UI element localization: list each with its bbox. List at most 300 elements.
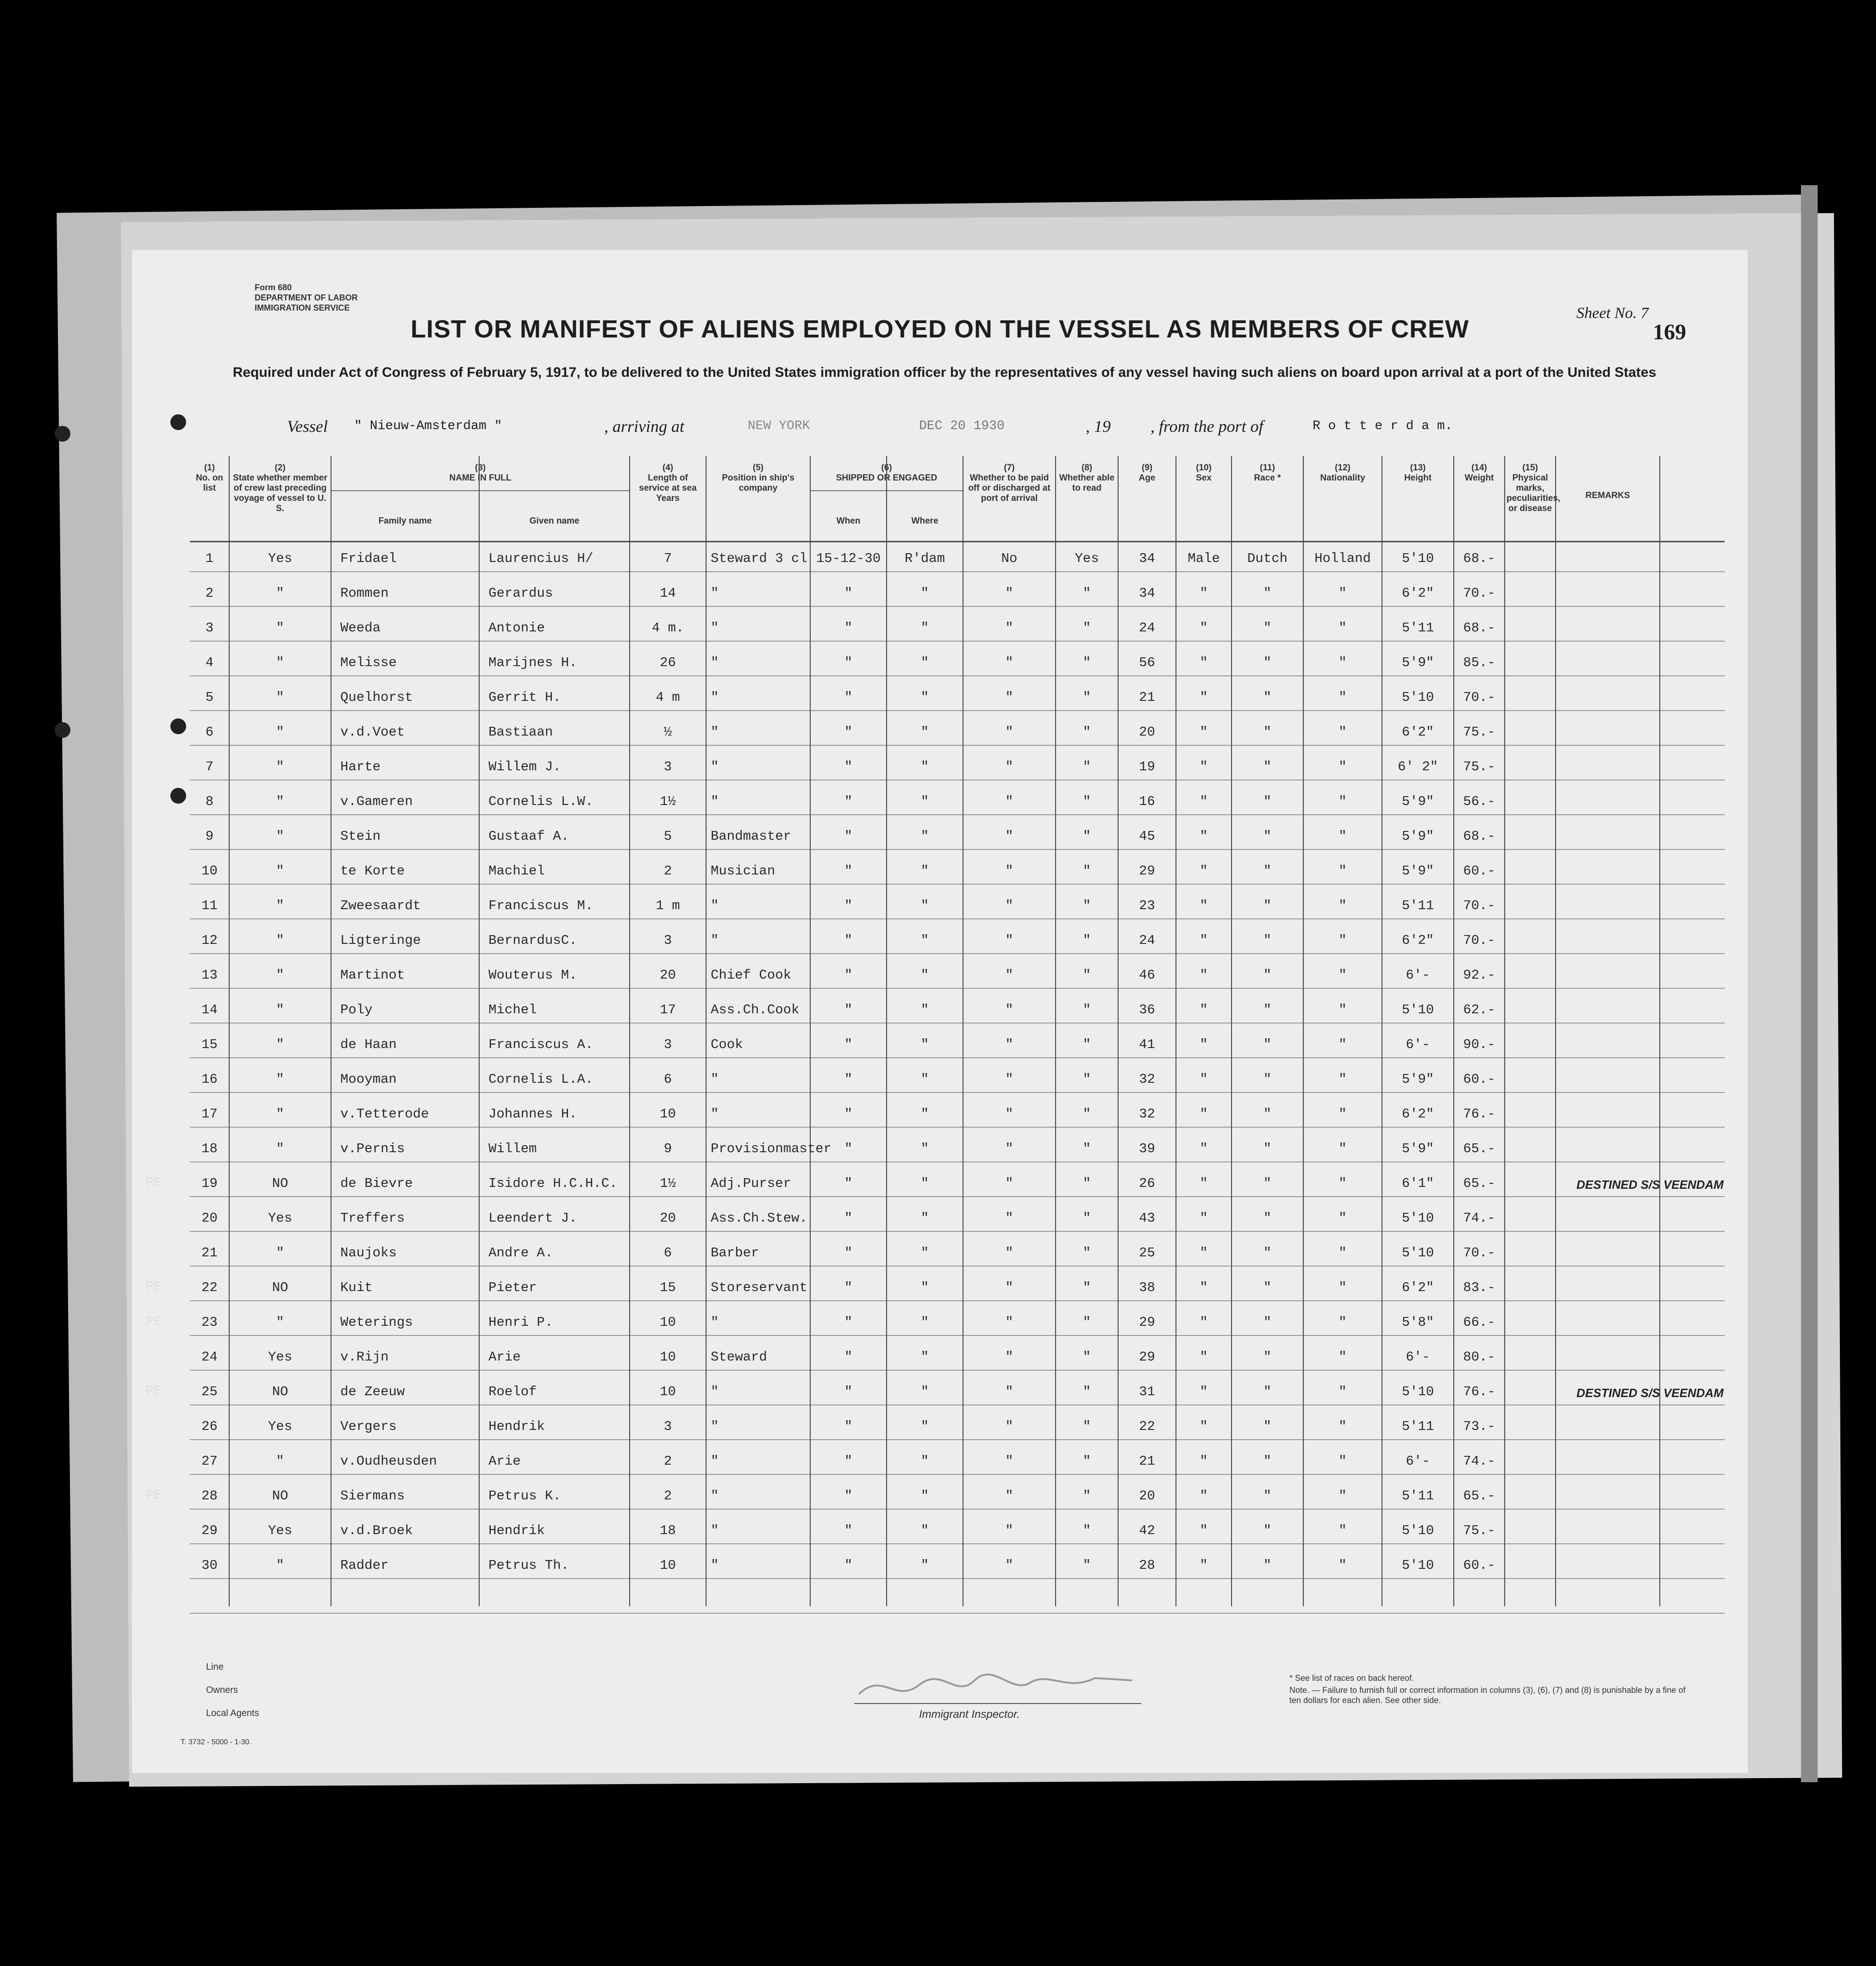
cell-race: ": [1263, 1419, 1272, 1434]
column-header: [333, 463, 628, 483]
cell-paid: ": [1005, 1454, 1013, 1469]
column-label: Whether to be paid off or discharged at port of arrival: [968, 473, 1051, 503]
cell-when: ": [844, 967, 853, 983]
cell-nat: ": [1338, 1280, 1347, 1295]
cell-age: 32: [1139, 1072, 1155, 1087]
cell-position: ": [711, 1419, 719, 1434]
column-label: REMARKS: [1585, 491, 1630, 500]
cell-prev: ": [276, 1106, 284, 1122]
cell-height: 5'11: [1401, 898, 1434, 913]
cell-where: ": [920, 1037, 929, 1052]
cell-prev: NO: [272, 1176, 288, 1191]
cell-where: ": [920, 1419, 929, 1434]
cell-race: ": [1263, 1211, 1272, 1226]
cell-given: Laurencius H/: [488, 551, 594, 566]
column-header: [481, 516, 628, 526]
cell-paid: ": [1005, 1245, 1013, 1261]
cell-no: 15: [201, 1037, 218, 1052]
cell-weight: 75.-: [1463, 1523, 1495, 1538]
cell-position: ": [711, 586, 719, 601]
cell-family: te Korte: [340, 863, 405, 879]
column-number: (4): [662, 463, 674, 473]
column-header: [1178, 463, 1230, 483]
page-number: 169: [1653, 320, 1686, 344]
cell-no: 1: [205, 551, 214, 566]
cell-when: ": [844, 1141, 853, 1156]
cell-position: ": [711, 690, 719, 705]
column-header: [192, 463, 227, 493]
cell-when: ": [844, 1349, 853, 1365]
cell-no: 30: [201, 1558, 218, 1573]
cell-when: ": [844, 933, 853, 948]
cell-when: ": [844, 1419, 853, 1434]
form-number: Form 680: [255, 283, 292, 292]
cell-paid: ": [1005, 586, 1013, 601]
cell-read: ": [1082, 1454, 1091, 1469]
cell-paid: ": [1005, 933, 1013, 948]
cell-where: ": [920, 1106, 929, 1122]
cell-prev: ": [276, 655, 284, 670]
cell-read: ": [1082, 1211, 1091, 1226]
cell-weight: 65.-: [1463, 1141, 1495, 1156]
cell-sex: ": [1200, 759, 1208, 774]
cell-race: ": [1263, 1106, 1272, 1122]
column-label: Whether able to read: [1059, 473, 1115, 493]
cell-position: Cook: [711, 1037, 743, 1052]
cell-family: Poly: [340, 1002, 373, 1017]
cell-sex: ": [1200, 690, 1208, 705]
cell-paid: ": [1005, 1349, 1013, 1365]
column-header: [1557, 491, 1658, 501]
cell-where: ": [920, 1280, 929, 1295]
cell-race: Dutch: [1247, 551, 1288, 566]
cell-position: ": [711, 1523, 719, 1538]
cell-nat: ": [1338, 1384, 1347, 1399]
cell-where: ": [920, 1454, 929, 1469]
cell-sex: ": [1200, 898, 1208, 913]
cell-race: ": [1263, 1141, 1272, 1156]
cell-read: ": [1082, 1488, 1091, 1504]
column-label: Race *: [1254, 473, 1281, 483]
cell-weight: 65.-: [1463, 1176, 1495, 1191]
cell-prev: NO: [272, 1280, 288, 1295]
cell-family: de Zeeuw: [340, 1384, 405, 1399]
cell-height: 5'10: [1401, 690, 1434, 705]
cell-height: 5'9": [1401, 863, 1434, 879]
column-header: [812, 463, 961, 483]
cell-paid: No: [1001, 551, 1018, 566]
cell-position: Ass.Ch.Cook: [711, 1002, 800, 1017]
cell-read: ": [1082, 1349, 1091, 1365]
cell-service: 3: [663, 933, 672, 948]
cell-weight: 80.-: [1463, 1349, 1495, 1365]
sheet-number: Sheet No. 7: [1576, 305, 1649, 322]
cell-position: ": [711, 1106, 719, 1122]
cell-sex: ": [1200, 1280, 1208, 1295]
cell-service: 2: [663, 863, 672, 879]
cell-when: ": [844, 794, 853, 809]
cell-when: ": [844, 1315, 853, 1330]
cell-weight: 85.-: [1463, 655, 1495, 670]
column-header: [1120, 463, 1174, 483]
column-label: NAME IN FULL: [449, 473, 512, 483]
punch-hole: [170, 788, 186, 804]
column-header: [1456, 463, 1503, 483]
arriving-label: , arriving at: [604, 417, 685, 436]
cell-when: ": [844, 1454, 853, 1469]
cell-no: 17: [201, 1106, 218, 1122]
cell-paid: ": [1005, 759, 1013, 774]
cell-position: Provisionmaster: [711, 1141, 832, 1156]
cell-family: v.Tetterode: [340, 1106, 429, 1122]
column-number: (9): [1141, 463, 1153, 473]
cell-no: 11: [201, 898, 218, 913]
cell-age: 16: [1139, 794, 1155, 809]
cell-where: ": [920, 898, 929, 913]
cell-no: 8: [205, 794, 214, 809]
cell-height: 5'10: [1401, 1558, 1434, 1573]
cell-paid: ": [1005, 724, 1013, 740]
cell-where: ": [920, 1176, 929, 1191]
cell-read: ": [1082, 1002, 1091, 1017]
cell-race: ": [1263, 829, 1272, 844]
row-mark: PE: [146, 1384, 162, 1398]
cell-height: 6'2": [1401, 933, 1434, 948]
cell-age: 29: [1139, 1349, 1155, 1365]
row-mark: PE: [146, 1176, 162, 1190]
cell-prev: ": [276, 1454, 284, 1469]
cell-sex: ": [1200, 1176, 1208, 1191]
cell-family: v.d.Broek: [340, 1523, 413, 1538]
cell-prev: ": [276, 863, 284, 879]
cell-weight: 66.-: [1463, 1315, 1495, 1330]
cell-paid: ": [1005, 829, 1013, 844]
cell-no: 2: [205, 586, 214, 601]
cell-weight: 70.-: [1463, 1245, 1495, 1261]
cell-where: ": [920, 1002, 929, 1017]
arriving-port: NEW YORK: [748, 419, 810, 433]
cell-height: 6'2": [1401, 1280, 1434, 1295]
cell-read: ": [1082, 1141, 1091, 1156]
cell-when: ": [844, 1176, 853, 1191]
cell-where: ": [920, 1523, 929, 1538]
cell-height: 5'11: [1401, 1419, 1434, 1434]
cell-service: 6: [663, 1245, 672, 1261]
date-stamp: DEC 20 1930: [919, 419, 1005, 433]
column-label: Sex: [1196, 473, 1212, 483]
column-label: Nationality: [1320, 473, 1365, 483]
cell-given: Cornelis L.W.: [488, 794, 594, 809]
cell-nat: ": [1338, 724, 1347, 740]
cell-when: ": [844, 759, 853, 774]
cell-given: Gustaaf A.: [488, 829, 569, 844]
cell-sex: ": [1200, 933, 1208, 948]
cell-paid: ": [1005, 1280, 1013, 1295]
cell-position: ": [711, 898, 719, 913]
cell-given: Franciscus M.: [488, 898, 594, 913]
column-number: (15): [1522, 463, 1538, 473]
cell-family: Treffers: [340, 1211, 405, 1226]
cell-age: 28: [1139, 1558, 1155, 1573]
column-number: (2): [275, 463, 286, 473]
cell-age: 34: [1139, 551, 1155, 566]
cell-position: ": [711, 620, 719, 636]
cell-nat: ": [1338, 1002, 1347, 1017]
cell-read: ": [1082, 967, 1091, 983]
cell-weight: 92.-: [1463, 967, 1495, 983]
cell-paid: ": [1005, 794, 1013, 809]
cell-when: ": [844, 655, 853, 670]
cell-weight: 68.-: [1463, 620, 1495, 636]
cell-family: Vergers: [340, 1419, 397, 1434]
cell-read: ": [1082, 759, 1091, 774]
cell-where: ": [920, 759, 929, 774]
row-mark: PE: [146, 1280, 162, 1294]
cell-read: Yes: [1075, 551, 1099, 566]
cell-read: ": [1082, 1106, 1091, 1122]
cell-service: 1 m: [656, 898, 680, 913]
cell-where: ": [920, 829, 929, 844]
cell-race: ": [1263, 1037, 1272, 1052]
cell-read: ": [1082, 863, 1091, 879]
cell-age: 20: [1139, 724, 1155, 740]
cell-race: ": [1263, 1315, 1272, 1330]
cell-height: 6'-: [1406, 967, 1430, 983]
cell-race: ": [1263, 1488, 1272, 1504]
cell-prev: Yes: [268, 1211, 293, 1226]
inspector-label: Immigrant Inspector.: [919, 1708, 1020, 1721]
cell-family: de Bievre: [340, 1176, 413, 1191]
cell-where: R'dam: [904, 551, 945, 566]
cell-position: Storeservant: [711, 1280, 807, 1295]
cell-height: 6'-: [1406, 1349, 1430, 1365]
cell-nat: ": [1338, 933, 1347, 948]
cell-sex: ": [1200, 1072, 1208, 1087]
cell-service: 18: [660, 1523, 676, 1538]
sheet-edge: [1801, 185, 1818, 1782]
cell-family: Fridael: [340, 551, 397, 566]
cell-when: ": [844, 1037, 853, 1052]
cell-nat: ": [1338, 1037, 1347, 1052]
cell-read: ": [1082, 1176, 1091, 1191]
cell-height: 5'10: [1401, 1523, 1434, 1538]
cell-position: ": [711, 1072, 719, 1087]
cell-no: 18: [201, 1141, 218, 1156]
cell-weight: 60.-: [1463, 863, 1495, 879]
cell-position: ": [711, 1558, 719, 1573]
penalty-note: Note. — Failure to furnish full or correct information in columns (3), (6), (7) and (8) is punishable by a fine of ten dollars for each alien. See other side.: [1289, 1685, 1686, 1705]
cell-paid: ": [1005, 863, 1013, 879]
cell-no: 12: [201, 933, 218, 948]
column-label: Given name: [529, 516, 580, 526]
cell-read: ": [1082, 1384, 1091, 1399]
cell-height: 6' 2": [1397, 759, 1438, 774]
cell-sex: ": [1200, 1037, 1208, 1052]
cell-nat: ": [1338, 1141, 1347, 1156]
cell-height: 5'9": [1401, 655, 1434, 670]
cell-where: ": [920, 690, 929, 705]
column-header: [888, 516, 961, 526]
row-remark: DESTINED S/S VEENDAM: [1576, 1178, 1724, 1192]
cell-age: 45: [1139, 829, 1155, 844]
cell-prev: ": [276, 586, 284, 601]
cell-read: ": [1082, 1072, 1091, 1087]
cell-paid: ": [1005, 1419, 1013, 1434]
cell-read: ": [1082, 794, 1091, 809]
cell-position: Bandmaster: [711, 829, 792, 844]
column-number: (11): [1260, 463, 1275, 473]
cell-position: Adj.Purser: [711, 1176, 792, 1191]
cell-given: Antonie: [488, 620, 545, 636]
cell-prev: ": [276, 1141, 284, 1156]
cell-nat: ": [1338, 1315, 1347, 1330]
cell-family: Naujoks: [340, 1245, 397, 1261]
cell-age: 29: [1139, 863, 1155, 879]
cell-when: ": [844, 620, 853, 636]
cell-prev: ": [276, 1037, 284, 1052]
vessel-name: " Nieuw-Amsterdam ": [354, 419, 502, 433]
cell-given: Bastiaan: [488, 724, 553, 740]
cell-age: 26: [1139, 1176, 1155, 1191]
footer-owners-label: Owners: [206, 1685, 238, 1695]
cell-sex: ": [1200, 1488, 1208, 1504]
cell-sex: ": [1200, 1454, 1208, 1469]
cell-service: 10: [660, 1384, 676, 1399]
cell-weight: 70.-: [1463, 933, 1495, 948]
cell-service: 1½: [660, 1176, 676, 1191]
cell-when: ": [844, 1106, 853, 1122]
cell-paid: ": [1005, 655, 1013, 670]
cell-given: Cornelis L.A.: [488, 1072, 594, 1087]
column-label: Physical marks, peculiarities, or disease: [1507, 473, 1561, 513]
cell-given: Hendrik: [488, 1523, 545, 1538]
cell-service: 4 m: [656, 690, 680, 705]
cell-position: ": [711, 794, 719, 809]
punch-hole: [170, 718, 186, 734]
cell-service: 9: [663, 1141, 672, 1156]
cell-age: 46: [1139, 967, 1155, 983]
cell-when: ": [844, 724, 853, 740]
cell-sex: ": [1200, 1002, 1208, 1017]
cell-weight: 74.-: [1463, 1454, 1495, 1469]
cell-paid: ": [1005, 1315, 1013, 1330]
cell-where: ": [920, 724, 929, 740]
cell-service: 15: [660, 1280, 676, 1295]
cell-age: 41: [1139, 1037, 1155, 1052]
cell-height: 5'11: [1401, 1488, 1434, 1504]
cell-no: 3: [205, 620, 214, 636]
cell-race: ": [1263, 1384, 1272, 1399]
cell-weight: 70.-: [1463, 586, 1495, 601]
cell-family: v.Oudheusden: [340, 1454, 437, 1469]
cell-weight: 74.-: [1463, 1211, 1495, 1226]
cell-given: Petrus Th.: [488, 1558, 569, 1573]
cell-no: 25: [201, 1384, 218, 1399]
cell-no: 28: [201, 1488, 218, 1504]
cell-prev: ": [276, 1245, 284, 1261]
cell-age: 20: [1139, 1488, 1155, 1504]
cell-race: ": [1263, 690, 1272, 705]
cell-family: Martinot: [340, 967, 405, 983]
cell-paid: ": [1005, 1384, 1013, 1399]
cell-service: 2: [663, 1488, 672, 1504]
from-label: , from the port of: [1151, 417, 1263, 436]
cell-position: Musician: [711, 863, 775, 879]
cell-given: Roelof: [488, 1384, 537, 1399]
cell-sex: ": [1200, 1349, 1208, 1365]
races-note: * See list of races on back hereof.: [1289, 1673, 1414, 1683]
cell-weight: 68.-: [1463, 551, 1495, 566]
cell-weight: 70.-: [1463, 690, 1495, 705]
cell-age: 38: [1139, 1280, 1155, 1295]
cell-where: ": [920, 1488, 929, 1504]
cell-prev: Yes: [268, 1349, 293, 1365]
cell-no: 20: [201, 1211, 218, 1226]
cell-given: BernardusC.: [488, 933, 577, 948]
cell-age: 36: [1139, 1002, 1155, 1017]
cell-where: ": [920, 620, 929, 636]
cell-sex: ": [1200, 1558, 1208, 1573]
cell-sex: ": [1200, 794, 1208, 809]
cell-prev: ": [276, 759, 284, 774]
cell-where: ": [920, 1315, 929, 1330]
cell-race: ": [1263, 863, 1272, 879]
cell-no: 19: [201, 1176, 218, 1191]
cell-sex: ": [1200, 724, 1208, 740]
cell-position: ": [711, 1384, 719, 1399]
column-header: [231, 463, 329, 514]
cell-when: ": [844, 863, 853, 879]
column-number: (8): [1081, 463, 1093, 473]
cell-race: ": [1263, 1176, 1272, 1191]
cell-service: 3: [663, 759, 672, 774]
cell-nat: ": [1338, 655, 1347, 670]
cell-nat: ": [1338, 1454, 1347, 1469]
cell-where: ": [920, 1558, 929, 1573]
cell-when: ": [844, 1072, 853, 1087]
row-mark: PE: [146, 1315, 162, 1329]
cell-no: 5: [205, 690, 214, 705]
cell-age: 56: [1139, 655, 1155, 670]
cell-race: ": [1263, 1523, 1272, 1538]
cell-given: Arie: [488, 1349, 521, 1365]
cell-no: 23: [201, 1315, 218, 1330]
cell-position: ": [711, 1488, 719, 1504]
cell-no: 4: [205, 655, 214, 670]
cell-family: Mooyman: [340, 1072, 397, 1087]
cell-where: ": [920, 1349, 929, 1365]
cell-age: 21: [1139, 690, 1155, 705]
cell-family: Kuit: [340, 1280, 373, 1295]
cell-sex: ": [1200, 1141, 1208, 1156]
cell-height: 5'10: [1401, 1384, 1434, 1399]
cell-sex: Male: [1188, 551, 1220, 566]
cell-when: ": [844, 690, 853, 705]
cell-prev: ": [276, 724, 284, 740]
year-label: , 19: [1086, 417, 1111, 436]
cell-weight: 83.-: [1463, 1280, 1495, 1295]
cell-age: 42: [1139, 1523, 1155, 1538]
cell-read: ": [1082, 655, 1091, 670]
cell-no: 27: [201, 1454, 218, 1469]
cell-race: ": [1263, 620, 1272, 636]
cell-sex: ": [1200, 829, 1208, 844]
cell-service: 20: [660, 967, 676, 983]
cell-age: 25: [1139, 1245, 1155, 1261]
column-header: [812, 516, 885, 526]
cell-service: 10: [660, 1315, 676, 1330]
column-header: [632, 463, 704, 504]
